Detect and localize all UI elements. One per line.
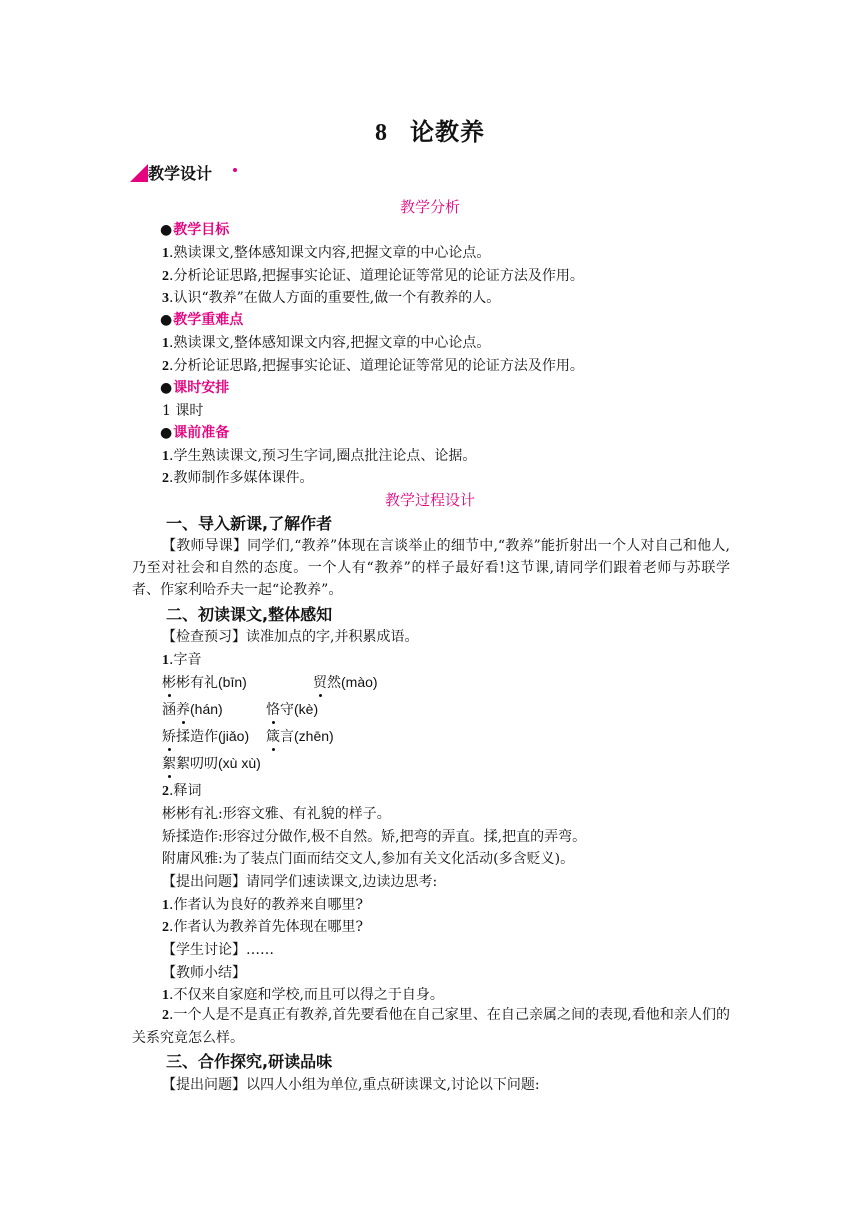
- section-title: 教学设计: [148, 164, 213, 183]
- lesson-name: 论教养: [410, 118, 485, 146]
- key-item: 2.分析论证思路,把握事实论证、道理论证等常见的论证方法及作用。: [162, 358, 584, 374]
- process-heading: 教学过程设计: [384, 491, 475, 509]
- key-points-heading: ●教学重难点: [160, 312, 244, 328]
- pinyin-item: 箴言(zhēn): [266, 728, 334, 745]
- vocab-heading: 2.释词: [162, 783, 202, 799]
- step-1-heading: 一、导入新课,了解作者: [166, 514, 333, 533]
- triangle-icon: [130, 164, 148, 182]
- lesson-number: 8: [375, 120, 388, 146]
- question-item: 2.作者认为教养首先体现在哪里?: [162, 919, 363, 935]
- answer-item: 2.一个人是不是真正有教养,首先要看他在自己家里、在自己亲属之间的表现,看他和亲人们的关系究竟怎么样。: [132, 1007, 730, 1046]
- goal-item: 3.认识“教养”在做人方面的重要性,做一个有教养的人。: [162, 290, 501, 306]
- step-3-heading: 三、合作探究,研读品味: [166, 1052, 333, 1071]
- answer-item: 1.不仅来自家庭和学校,而且可以得之于自身。: [162, 987, 444, 1003]
- dot-icon: [233, 168, 237, 172]
- question-item: 1.作者认为良好的教养来自哪里?: [162, 897, 363, 913]
- prep-item: 2.教师制作多媒体课件。: [162, 470, 314, 486]
- student-discussion: 【学生讨论】……: [162, 942, 274, 958]
- prep-item: 1.学生熟读课文,预习生字词,圈点批注论点、论据。: [162, 448, 477, 464]
- vocab-item: 附庸风雅:为了装点门面而结交文人,参加有关文化活动(多含贬义)。: [162, 851, 575, 867]
- goal-item: 2.分析论证思路,把握事实论证、道理论证等常见的论证方法及作用。: [162, 268, 584, 284]
- intro-paragraph: 【教师导课】同学们,“教养”体现在言谈举止的细节中,“教养”能折射出一个人对自己和他人,乃至对社会和自然的态度。一个人有“教养”的样子最好看!这节课,请同学们跟着老师与苏联学者、作家利哈乔夫一起“论教养”。: [132, 538, 730, 598]
- teacher-summary: 【教师小结】: [162, 965, 246, 981]
- group-question: 【提出问题】以四人小组为单位,重点研读课文,讨论以下问题:: [162, 1077, 540, 1093]
- pinyin-item: 涵养(hán): [162, 701, 223, 718]
- analysis-heading: 教学分析: [399, 198, 460, 216]
- pinyin-item: 絮絮叨叨(xù xù): [162, 755, 261, 772]
- vocab-item: 彬彬有礼:形容文雅、有礼貌的样子。: [162, 806, 391, 822]
- goal-item: 1.熟读课文,整体感知课文内容,把握文章的中心论点。: [162, 245, 491, 261]
- pinyin-item: 贸然(mào): [313, 674, 378, 691]
- pinyin-item: 矫揉造作(jiǎo): [162, 728, 250, 745]
- vocab-item: 矫揉造作:形容过分做作,极不自然。矫,把弯的弄直。揉,把直的弄弯。: [162, 829, 587, 845]
- step-2-heading: 二、初读课文,整体感知: [166, 605, 333, 624]
- check-preview: 【检查预习】读准加点的字,并积累成语。: [162, 629, 419, 645]
- hours-value: 1 课时: [162, 403, 204, 419]
- key-item: 1.熟读课文,整体感知课文内容,把握文章的中心论点。: [162, 335, 491, 351]
- prep-heading: ●课前准备: [160, 425, 230, 441]
- lesson-title: [0, 112, 860, 147]
- hours-heading: ●课时安排: [160, 380, 230, 396]
- pronunciation-heading: 1.字音: [162, 652, 202, 668]
- question-prompt: 【提出问题】请同学们速读课文,边读边思考:: [162, 874, 438, 890]
- pinyin-item: 恪守(kè): [266, 701, 319, 718]
- pinyin-item: 彬彬有礼(bīn): [162, 674, 247, 691]
- goals-heading: ●教学目标: [160, 222, 230, 238]
